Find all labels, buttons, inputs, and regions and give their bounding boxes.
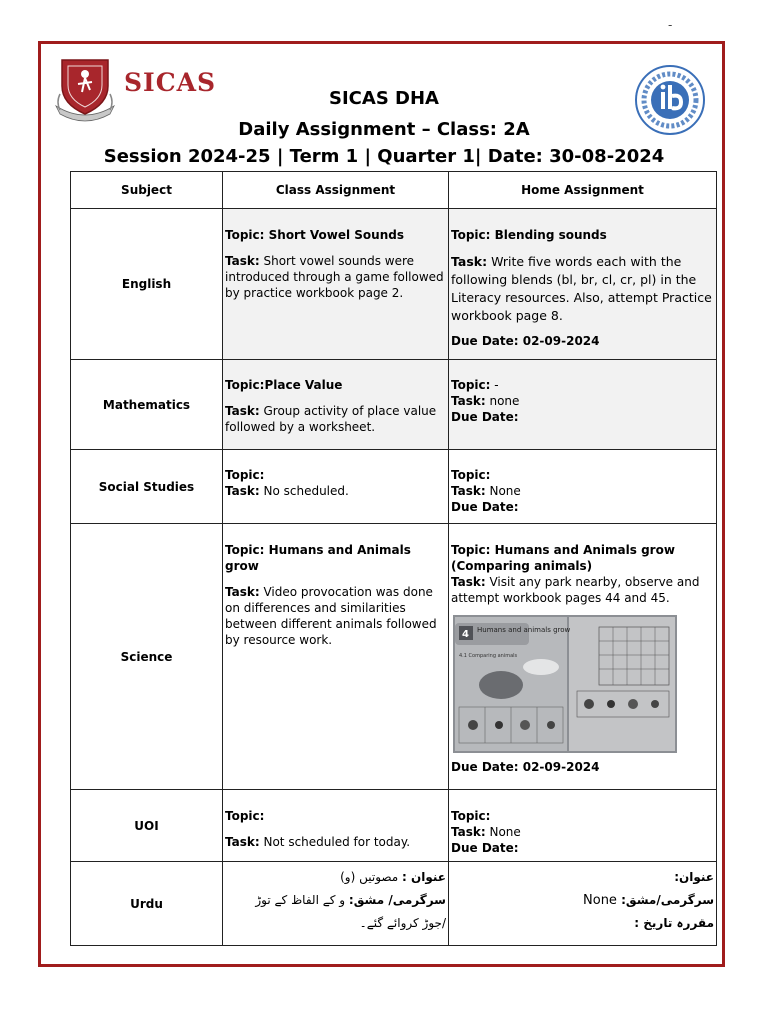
- uoi-home-task: Task: None: [451, 825, 521, 839]
- assignment-table: [70, 171, 717, 946]
- subject-mathematics: Mathematics: [71, 360, 223, 450]
- subject-english: English: [71, 209, 223, 360]
- social-studies-home-topic: Topic:: [451, 468, 491, 482]
- header-subject: Subject: [71, 172, 223, 209]
- brand-name: SICAS: [124, 68, 217, 97]
- subject-science: Science: [71, 524, 223, 790]
- table-row-science: [71, 524, 717, 790]
- photo-chapter-number: 4: [462, 629, 469, 640]
- header-home-assignment: Home Assignment: [449, 172, 717, 209]
- english-home-due-date: Due Date: 02-09-2024: [451, 334, 600, 348]
- table-row-english: [71, 209, 717, 360]
- english-class-assignment: [223, 209, 449, 360]
- session-line: Session 2024-25 | Term 1 | Quarter 1| Date: 30-08-2024: [103, 146, 665, 167]
- corner-mark: -: [668, 18, 673, 32]
- mathematics-home-assignment: [449, 360, 717, 450]
- english-home-task: Task: Write five words each with the following blends (bl, br, cl, cr, pl) in the Literacy resources. Also, attempt Practice workbook page 8.: [451, 254, 712, 323]
- social-studies-class-topic: Topic:: [225, 468, 265, 482]
- uoi-home-assignment: [449, 790, 717, 862]
- english-class-task: Task: Short vowel sounds were introduced through a game followed by practice workbook page 2.: [225, 254, 444, 300]
- photo-chapter-title: Humans and animals grow: [477, 626, 571, 634]
- mathematics-home-due-date: Due Date:: [451, 410, 519, 424]
- photo-subtitle: 4.1 Comparing animals: [459, 653, 518, 659]
- uoi-home-due-date: Due Date:: [451, 841, 519, 855]
- science-home-task: Task: Visit any park nearby, observe and attempt workbook pages 44 and 45.: [451, 575, 700, 605]
- header-class-assignment: Class Assignment: [223, 172, 449, 209]
- table-header-row: [71, 172, 717, 209]
- table-row-uoi: [71, 790, 717, 862]
- mathematics-class-topic: Topic:Place Value: [225, 378, 343, 392]
- document-title: Daily Assignment – Class: 2A: [238, 119, 530, 140]
- urdu-home-assignment: [449, 862, 717, 946]
- science-home-topic: Topic: Humans and Animals grow (Comparing animals): [451, 543, 675, 573]
- urdu-home-task: سرگرمی/مشق: None: [583, 893, 714, 908]
- mathematics-home-topic: Topic: -: [451, 378, 499, 392]
- subject-uoi: UOI: [71, 790, 223, 862]
- uoi-class-task: Task: Not scheduled for today.: [225, 835, 411, 849]
- english-class-topic: Topic: Short Vowel Sounds: [225, 228, 404, 242]
- social-studies-class-task: Task: No scheduled.: [225, 484, 349, 498]
- table-row-mathematics: [71, 360, 717, 450]
- science-class-assignment: [223, 524, 449, 790]
- workbook-page-photo: [453, 615, 677, 753]
- urdu-class-task-cont: /جوڑ کروائے گئے۔: [359, 916, 446, 930]
- english-home-assignment: [449, 209, 717, 360]
- school-name: SICAS DHA: [329, 88, 439, 109]
- social-studies-home-task: Task: None: [451, 484, 521, 498]
- urdu-class-topic: عنوان : مصوتیں (و): [340, 870, 446, 884]
- subject-urdu: Urdu: [71, 862, 223, 946]
- urdu-home-topic: عنوان:: [674, 870, 714, 884]
- social-studies-home-assignment: [449, 450, 717, 524]
- mathematics-class-assignment: [223, 360, 449, 450]
- urdu-class-assignment: [223, 862, 449, 946]
- science-class-task: Task: Video provocation was done on differences and similarities between different animals followed by resource work.: [225, 585, 437, 647]
- table-row-social-studies: [71, 450, 717, 524]
- subject-social-studies: Social Studies: [71, 450, 223, 524]
- english-home-topic: Topic: Blending sounds: [451, 228, 607, 242]
- science-home-assignment: [449, 524, 717, 790]
- urdu-class-task: سرگرمی/ مشق: و کے الفاظ کے توڑ: [255, 893, 446, 907]
- uoi-home-topic: Topic:: [451, 809, 491, 823]
- table-row-urdu: [71, 862, 717, 946]
- mathematics-home-task: Task: none: [451, 394, 520, 408]
- social-studies-class-assignment: [223, 450, 449, 524]
- urdu-home-due-date: مقررہ تاریخ :: [634, 916, 714, 930]
- uoi-class-topic: Topic:: [225, 809, 265, 823]
- social-studies-home-due-date: Due Date:: [451, 500, 519, 514]
- uoi-class-assignment: [223, 790, 449, 862]
- science-class-topic: Topic: Humans and Animals grow: [225, 543, 411, 573]
- mathematics-class-task: Task: Group activity of place value followed by a worksheet.: [225, 404, 437, 434]
- science-home-due-date: Due Date: 02-09-2024: [451, 760, 600, 774]
